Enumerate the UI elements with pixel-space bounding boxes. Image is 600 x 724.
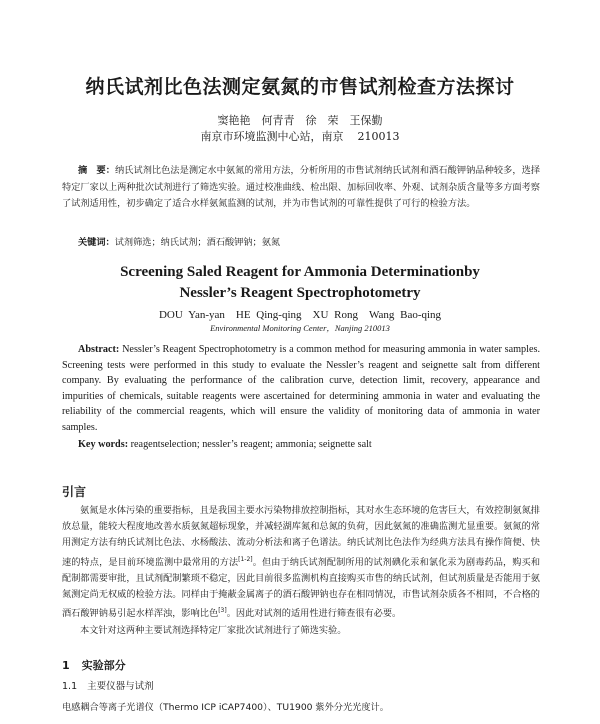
instruments-text: 电感耦合等离子光谱仪（Thermo ICP iCAP7400）、TU1900 紫外分光光度计。	[62, 702, 389, 713]
intro-text-part3: 。因此对试剂的适用性进行筛查很有必要。	[226, 608, 402, 620]
chinese-keywords-label: 关键词：	[78, 237, 115, 248]
chinese-keywords-text: 试剂筛选；纳氏试剂；酒石酸钾钠；氨氮	[114, 237, 281, 248]
citation-ref: [1-2]	[238, 555, 253, 563]
citation-ref: [3]	[218, 607, 227, 615]
chinese-abstract-label: 摘 要：	[78, 165, 115, 176]
introduction-paragraph-2: 本文针对这两种主要试剂选择特定厂家批次试剂进行了筛选实验。	[80, 624, 347, 636]
intro-text-part1: 氨氮是水体污染的重要指标，且是我国主要水污染物排放控制指标，其对水生态环境的危害巨大，有效控制氨氮排放总量，能较大程度地改善水质氨氮超标现象，并减轻湖库氮和总氮的负荷，因此氨氮的准确监测尤显重要。氨氮的常用测定方法有纳氏试剂比色法、水杨酸法、流动分析法和离子色谱法。纳氏试剂比色法作为经典方法具有操作简便、快速的特点，是目前环境监测中最常用的方法	[62, 505, 540, 568]
english-affiliation: Environmental Monitoring Center，Nanjing 210013	[210, 323, 390, 333]
chinese-affiliation-name: 南京市环境监测中心站，南京	[200, 130, 344, 143]
english-title-line1: Screening Saled Reagent for Ammonia Determinationby	[120, 264, 480, 280]
chinese-abstract-text: 纳氏试剂比色法是测定水中氨氮的常用方法，分析所用的市售试剂纳氏试剂和酒石酸钾钠品种较多，选择特定厂家以上两种批次试剂进行了筛选实验。通过校准曲线、检出限、加标回收率、外观、试剂杂质含量等多方面考察了试剂适用性，初步确定了适合水样氨氮监测的试剂，并为市售试剂的可靠性提供了可行的检验方法。	[62, 165, 541, 209]
chinese-authors: 窦艳艳 何青青 徐 荣 王保勤	[217, 114, 383, 127]
introduction-paragraph	[62, 503, 540, 623]
section-title: 实验部分	[81, 659, 126, 672]
introduction-body	[62, 503, 540, 639]
intro-text-part2: 。但由于纳氏试剂配制所用的试剂碘化汞和氯化汞为剧毒药品，购买和配制都需要审批，且试剂配制繁琐不稳定，因此目前很多监测机构直接购买市售的纳氏试剂，但试剂质量是否能用于氨氮测定尚无权威的检验方法。同样由于掩蔽金属离子的酒石酸钾钠也存在相同情况，市售试剂杂质各不相同，不合格的酒石酸钾钠易引起水样浑浊，影响比色	[62, 556, 541, 620]
english-abstract	[62, 342, 540, 436]
subsection-heading-instruments	[62, 678, 154, 692]
chinese-title: 纳氏试剂比色法测定氨氮的市售试剂检查方法探讨	[85, 76, 515, 98]
section-number: 1	[62, 659, 70, 672]
subsection-number: 1.1	[62, 681, 78, 692]
english-abstract-text: Nessler’s Reagent Spectrophotometry is a common method for measuring ammonia in water samples. Screening tests were performed in this study to evaluate the Nessler’s reagent and seignette salt from different company. By evaluating the performance of the calibration curve, detection limit, recovery, appearance and impurities of chemicals, suitable reagents were ascertained for determining ammonia in water and evaluating the reliability of the commercial reagents, which will ensure the validity of monitoring data of ammonia in water samples.	[62, 344, 541, 433]
chinese-affiliation	[0, 128, 600, 144]
subsection-title: 主要仪器与试剂	[87, 681, 154, 692]
chinese-affiliation-zip: 210013	[357, 130, 400, 143]
introduction-heading: 引言	[62, 485, 87, 499]
section-heading-experimental	[62, 657, 126, 673]
chinese-abstract	[62, 163, 540, 213]
english-keywords-label: Key words:	[78, 439, 129, 450]
english-title-line2: Nessler’s Reagent Spectrophotometry	[179, 285, 421, 301]
english-authors: DOU Yan-yan HE Qing-qing XU Rong Wang Bao-qing	[158, 309, 442, 321]
english-keywords-text: reagentselection; nessler’s reagent; ammonia; seignette salt	[130, 439, 372, 450]
chinese-keywords	[78, 234, 280, 248]
english-keywords	[78, 439, 372, 450]
english-abstract-label: Abstract:	[78, 344, 120, 355]
